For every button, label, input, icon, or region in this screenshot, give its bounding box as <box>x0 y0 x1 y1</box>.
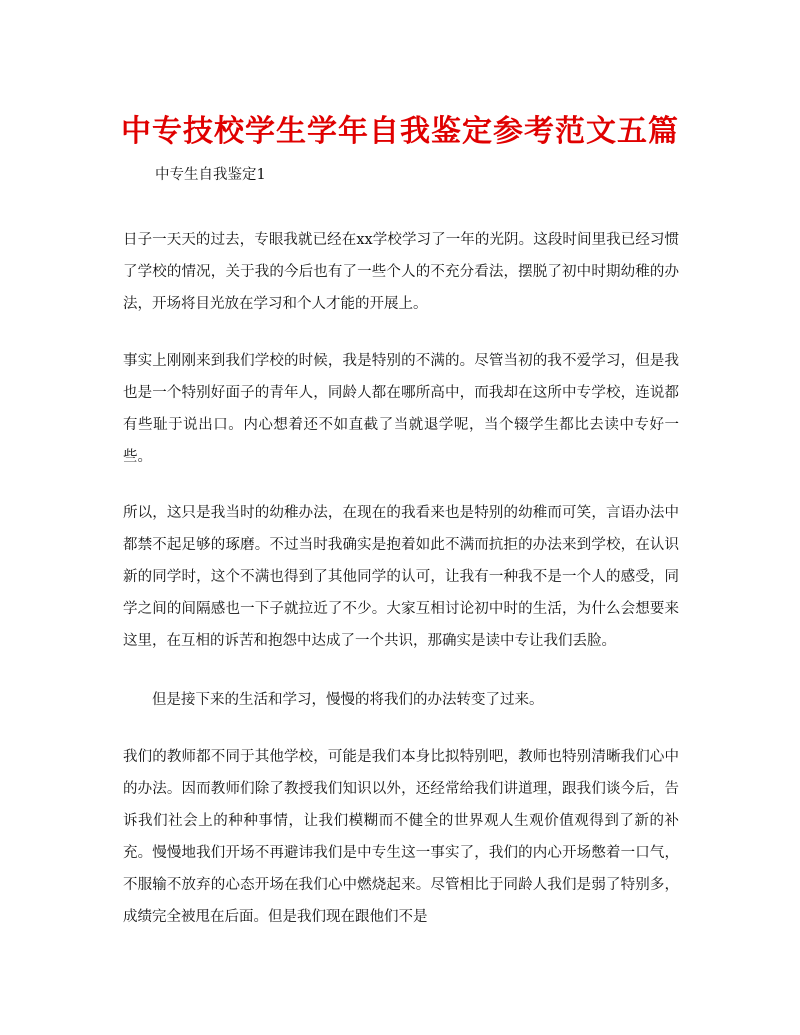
document-title: 中专技校学生学年自我鉴定参考范文五篇 <box>121 114 679 149</box>
paragraph-1: 日子一天天的过去，专眼我就已经在xx学校学习了一年的光阴。这段时间里我已经习惯了学校的情况，关于我的今后也有了一些个人的不充分看法，摆脱了初中时期幼稚的办法，开场将目光放在学习和个人才能的开展上。 <box>123 232 679 312</box>
paragraph-4: 但是接下来的生活和学习，慢慢的将我们的办法转变了过来。 <box>152 692 544 708</box>
paragraph-3: 所以，这只是我当时的幼稚办法，在现在的我看来也是特别的幼稚而可笑，言语办法中都禁不起足够的琢磨。不过当时我确实是抱着如此不满而抗拒的办法来到学校，在认识新的同学时，这个不满也得到了其他同学的认可，让我有一种我不是一个人的感受，同学之间的间隔感也一下子就拉近了不少。大家互相讨论初中时的生活，为什么会想要来这里，在互相的诉苦和抱怨中达成了一个共识，那确实是读中专让我们丢脸。 <box>123 505 679 649</box>
section-heading: 中专生自我鉴定1 <box>155 167 266 183</box>
paragraph-2: 事实上刚刚来到我们学校的时候，我是特别的不满的。尽管当初的我不爱学习，但是我也是一个特别好面子的青年人，同龄人都在哪所高中，而我却在这所中专学校，连说都有些耻于说出口。内心想着还不如直截了当就退学呢，当个辍学生都比去读中专好一些。 <box>123 353 679 465</box>
paragraph-5: 我们的教师都不同于其他学校，可能是我们本身比拟特别吧，教师也特别清晰我们心中的办法。因而教师们除了教授我们知识以外，还经常给我们讲道理，跟我们谈今后，告诉我们社会上的种种事情，让我们模糊而不健全的世界观人生观价值观得到了新的补充。慢慢地我们开场不再避讳我们是中专生这一事实了，我们的内心开场憋着一口气，不服输不放弃的心态开场在我们心中燃烧起来。尽管相比于同龄人我们是弱了特别多，成绩完全被甩在后面。但是我们现在跟他们不是 <box>123 749 679 925</box>
